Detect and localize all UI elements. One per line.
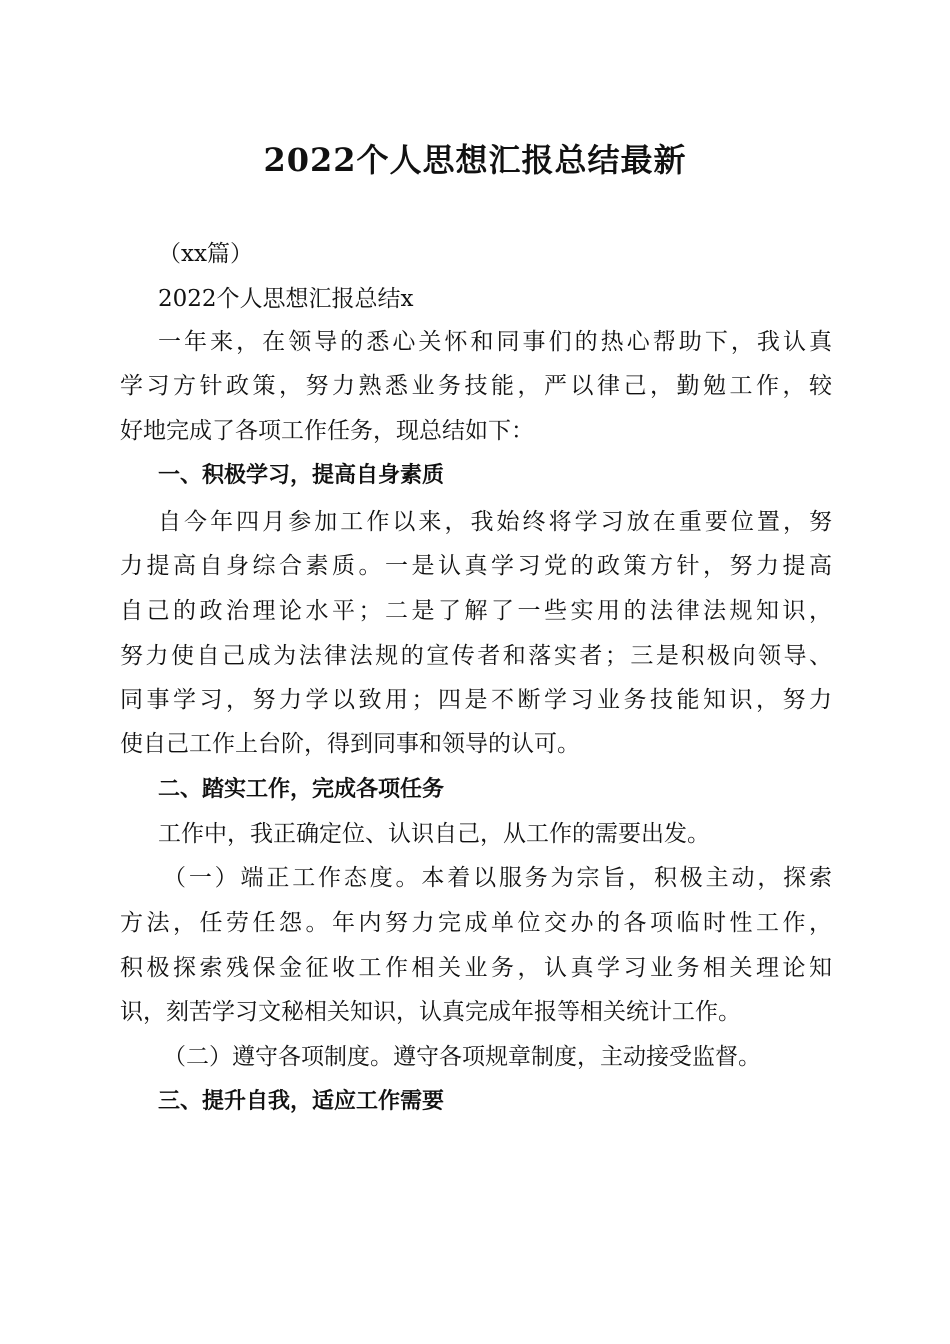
intro-line: 好地完成了各项工作任务，现总结如下： [120, 418, 534, 444]
section2-sub1-line: 方法，任劳任怨。年内努力完成单位交办的各项临时性工作， [120, 910, 832, 936]
section2-intro: 工作中，我正确定位、认识自己，从工作的需要出发。 [158, 821, 710, 847]
section2-sub2: （二）遵守各项制度。遵守各项规章制度，主动接受监督。 [163, 1044, 761, 1070]
section-heading-1: 一、积极学习，提高自身素质 [158, 463, 445, 488]
section-heading-3: 三、提升自我，适应工作需要 [158, 1089, 445, 1114]
section2-sub1-line: （一）端正工作态度。本着以服务为宗旨，积极主动，探索 [163, 865, 832, 891]
subtitle-tag: （xx篇） [158, 241, 253, 267]
intro-line: 学习方针政策，努力熟悉业务技能，严以律己，勤勉工作，较 [120, 373, 832, 399]
section1-line: 自今年四月参加工作以来，我始终将学习放在重要位置，努 [158, 509, 832, 535]
section2-sub1-line: 识，刻苦学习文秘相关知识，认真完成年报等相关统计工作。 [120, 999, 741, 1025]
section1-line: 自己的政治理论水平；二是了解了一些实用的法律法规知识， [120, 598, 832, 624]
document-title: 2022个人思想汇报总结最新 [263, 141, 687, 179]
entry-title: 2022个人思想汇报总结x [158, 286, 414, 312]
section1-line: 使自己工作上台阶，得到同事和领导的认可。 [120, 731, 580, 757]
section1-line: 努力使自己成为法律法规的宣传者和落实者；三是积极向领导、 [120, 643, 832, 669]
section1-line: 力提高自身综合素质。一是认真学习党的政策方针，努力提高 [120, 553, 832, 579]
section-heading-2: 二、踏实工作，完成各项任务 [158, 777, 445, 802]
intro-line: 一年来，在领导的悉心关怀和同事们的热心帮助下，我认真 [158, 329, 832, 355]
section2-sub1-line: 积极探索残保金征收工作相关业务，认真学习业务相关理论知 [120, 955, 832, 981]
section1-line: 同事学习，努力学以致用；四是不断学习业务技能知识，努力 [120, 687, 832, 713]
